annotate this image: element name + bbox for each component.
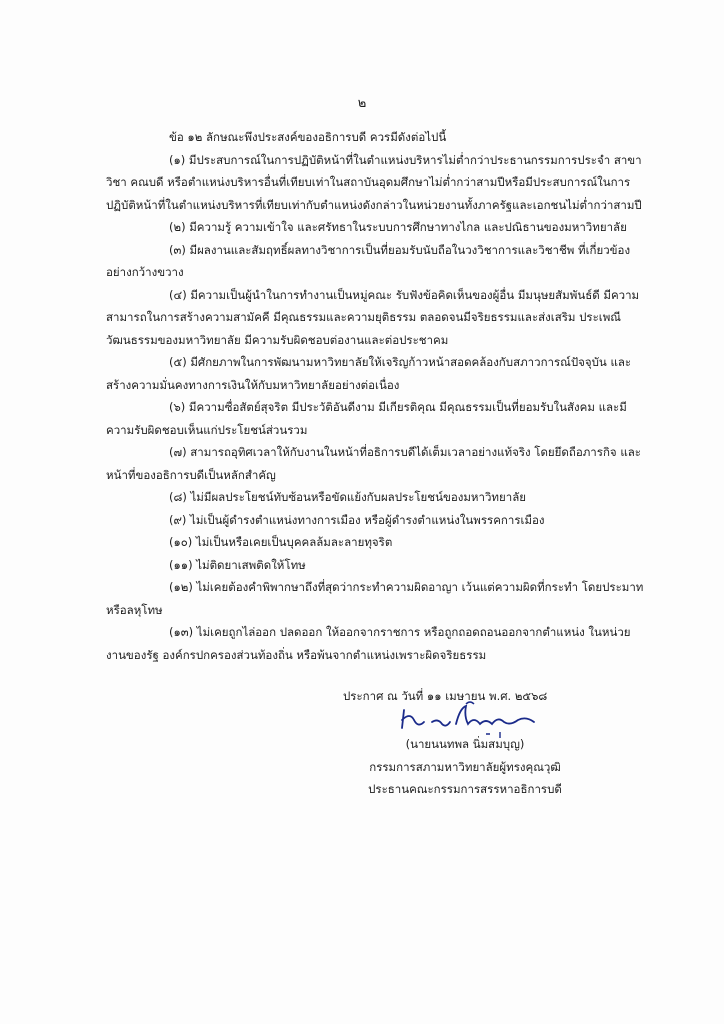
requirements-list bbox=[106, 149, 646, 667]
requirement-lead-text: (๖) มีความซื่อสัตย์สุจริต มีประวัติอันดีงาม มีเกียรติคุณ มีคุณธรรมเป็นที่ยอมรับในสังคม และมี bbox=[169, 400, 627, 414]
requirement-item bbox=[106, 149, 646, 217]
requirement-lead-text: (๒) มีความรู้ ความเข้าใจ และศรัทธาในระบบการศึกษาทางไกล และปณิธานของมหาวิทยาลัย bbox=[169, 220, 627, 234]
requirement-lead-text: (๘) ไม่มีผลประโยชน์ทับซ้อนหรือขัดแย้งกับผลประโยชน์ของมหาวิทยาลัย bbox=[169, 490, 526, 504]
requirement-item bbox=[106, 576, 646, 621]
requirement-lead-text: (๕) มีศักยภาพในการพัฒนามหาวิทยาลัยให้เจริญก้าวหน้าสอดคล้องกับสภาวการณ์ปัจจุบัน และ bbox=[169, 355, 632, 369]
section-heading: ข้อ ๑๒ ลักษณะพึงประสงค์ของอธิการบดี ควรมีดังต่อไปนี้ bbox=[169, 130, 447, 144]
requirement-lead-text: (๑๒) ไม่เคยต้องคำพิพากษาถึงที่สุดว่ากระทำความผิดอาญา เว้นแต่ความผิดที่กระทำ bbox=[169, 580, 579, 594]
requirement-lead-text: (๙) ไม่เป็นผู้ดำรงตำแหน่งทางการเมือง หรือผู้ดำรงตำแหน่งในพรรคการเมือง bbox=[169, 512, 545, 527]
requirement-continuation-text: อย่างกว้างขวาง bbox=[106, 265, 184, 279]
document-body bbox=[106, 126, 646, 666]
announcement-prefix: ประกาศ ณ วันที่ bbox=[343, 689, 424, 703]
requirement-continuation-text: สร้างความมั่นคงทางการเงินให้กับมหาวิทยาลัยอย่างต่อเนื่อง bbox=[106, 377, 400, 392]
requirement-item bbox=[106, 621, 646, 666]
requirement-continuation-text: โดยประมาท หรือลหุโทษ bbox=[106, 580, 644, 617]
requirement-item bbox=[106, 239, 646, 284]
signatory-name: (นายนนทพล นิ่มสมบุญ) bbox=[405, 737, 525, 751]
requirement-lead-text: (๔) มีความเป็นผู้นำในการทำงานเป็นหมู่คณะ รับฟังข้อคิดเห็นของผู้อื่น มีมนุษยสัมพันธ์ดี bbox=[169, 287, 600, 302]
requirement-item bbox=[106, 396, 646, 441]
requirement-item bbox=[106, 531, 646, 554]
page-number: ๒ bbox=[357, 96, 367, 111]
requirement-continuation-text: และหน้าที่ของอธิการบดีเป็นหลักสำคัญ bbox=[106, 445, 641, 482]
requirement-item bbox=[106, 216, 646, 239]
requirement-item bbox=[106, 351, 646, 396]
requirement-lead-text: (๑๑) ไม่ติดยาเสพติดให้โทษ bbox=[169, 557, 306, 572]
requirement-lead-text: (๗) สามารถอุทิศเวลาให้กับงานในหน้าที่อธิการบดีได้เต็มเวลาอย่างแท้จริง โดยยึดถือภารกิจ bbox=[169, 445, 617, 459]
requirement-item bbox=[106, 554, 646, 577]
requirement-continuation-text: ในหน่วยงานของรัฐ องค์กรปกครองส่วนท้องถิ่น หรือพ้นจากตำแหน่งเพราะผิดจริยธรรม bbox=[106, 625, 631, 662]
announcement-month-year: เมษายน พ.ศ. ๒๕๖๘ bbox=[445, 689, 548, 703]
requirement-continuation-text: ความรับผิดชอบเห็นแก่ประโยชน์ส่วนรวม bbox=[106, 422, 308, 437]
requirement-lead-text: (๓) มีผลงานและสัมฤทธิ์ผลทางวิชาการเป็นที่ยอมรับนับถือในวงวิชาการและวิชาชีพ ที่เกี่ยวข้อง bbox=[169, 242, 631, 257]
requirement-item bbox=[106, 441, 646, 486]
signatory-block bbox=[345, 733, 605, 801]
requirement-continuation-text: มีความสามารถในการสร้างความสามัคคี มีคุณธรรมและความยุติธรรม ตลอดจนมีจริยธรรมและส่งเสริม ประเพณีวัฒนธรรมของมหาวิทยาลัย มีความรับผิดชอบต่องานและต่อประชาคม bbox=[106, 287, 640, 347]
requirement-lead-text: (๑) มีประสบการณ์ในการปฏิบัติหน้าที่ในตำแหน่งบริหารไม่ต่ำกว่าประธานกรรมการประจำ bbox=[169, 152, 611, 167]
announcement-day: ๑๑ bbox=[426, 689, 442, 703]
requirement-item bbox=[106, 509, 646, 532]
requirement-lead-text: (๑๐) ไม่เป็นหรือเคยเป็นบุคคลล้มละลายทุจริต bbox=[169, 535, 393, 549]
signatory-position-1: กรรมการสภามหาวิทยาลัยผู้ทรงคุณวุฒิ bbox=[369, 759, 561, 774]
signatory-position-2: ประธานคณะกรรมการสรรหาอธิการบดี bbox=[368, 782, 562, 796]
requirement-continuation-text: สาขาวิชา คณบดี หรือตำแหน่งบริหารอื่นที่เทียบเท่าในสถาบันอุดมศึกษาไม่ต่ำกว่าสามปีหรือมีประสบการณ์ในการปฏิบัติหน้าที่ในตำแหน่งบริหารที่เทียบเท่ากับตำแหน่งดังกล่าวในหน่วยงานทั้งภาครัฐและเอกชนไม่ต่ำกว่าสามปี bbox=[106, 152, 642, 212]
requirement-item bbox=[106, 486, 646, 509]
requirement-lead-text: (๑๓) ไม่เคยถูกไล่ออก ปลดออก ให้ออกจากราชการ หรือถูกถอดถอนออกจากตำแหน่ง bbox=[169, 625, 585, 639]
requirement-item bbox=[106, 284, 646, 352]
